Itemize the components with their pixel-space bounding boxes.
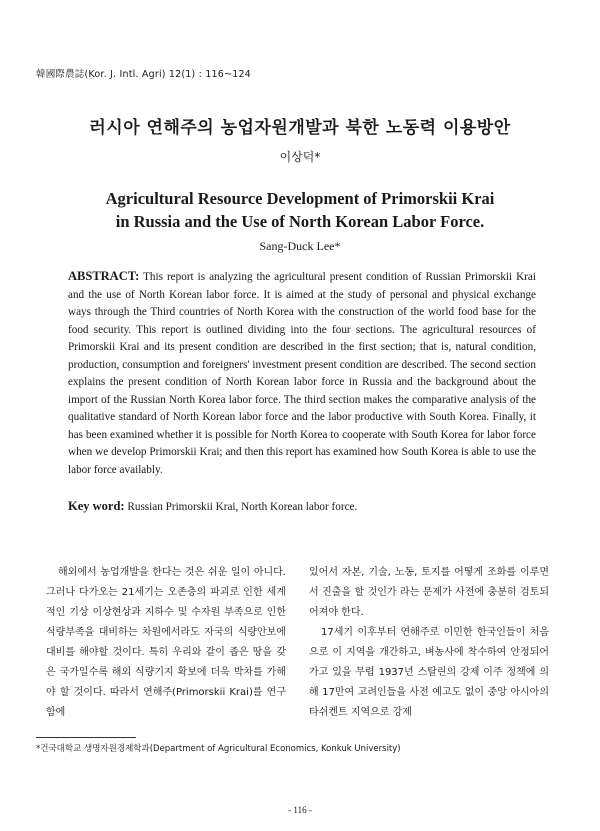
english-title-line-2: in Russia and the Use of North Korean Labor Force. (115, 212, 485, 231)
page-number: - 116 - (288, 805, 312, 815)
body-paragraph: 17세기 이후부터 연해주로 이민한 한국인들이 처음으로 이 지역을 개간하고, 벼농사에 착수하여 안정되어 가고 있을 무렵 1937년 스탈린의 강제 이주 정책에 의해 17만여 고려인들을 사전 예고도 없이 중앙 아시아의 타쉬켄트 지역으로 강제 (309, 627, 549, 718)
body-paragraph: 있어서 자본, 기술, 노동, 토지를 어떻게 조화를 이루면서 진출을 할 것인가 라는 문제가 사전에 충분히 검토되어져야 한다. (309, 567, 549, 618)
body-paragraph: 해외에서 농업개발을 한다는 것은 쉬운 일이 아니다. 그러나 다가오는 21세기는 오존층의 파괴로 인한 세계적인 기상 이상현상과 지하수 및 수자원 부족으로 인한 식량부족을 대비하는 차원에서라도 자국의 식량안보에 대비를 해야할 것이다. 특히 우리와 같이 좁은 땅을 갖은 국가일수록 해외 식량기지 확보에 더욱 박차를 가해야 할 것이다. 따라서 연해주(Primorskii Krai)를 연구함에 (46, 567, 286, 718)
english-author: Sang-Duck Lee* (259, 239, 341, 253)
korean-author: 이상덕* (279, 150, 321, 164)
body-column-right (309, 563, 549, 723)
keywords (68, 499, 536, 514)
korean-title: 러시아 연해주의 농업자원개발과 북한 노동력 이용방안 (89, 118, 511, 138)
english-title-line-1: Agricultural Resource Development of Primorskii Krai (105, 189, 495, 208)
abstract (68, 268, 536, 479)
footnote: *건국대학교 생명자원경제학과(Department of Agricultural Economics, Konkuk University) (36, 744, 401, 754)
abstract-label: ABSTRACT: (68, 269, 140, 283)
body-column-left (46, 563, 286, 723)
keywords-text: Russian Primorskii Krai, North Korean labor force. (127, 501, 358, 513)
footnote-divider (36, 737, 136, 738)
english-title (40, 187, 560, 233)
abstract-text: This report is analyzing the agricultural present condition of Russian Primorskii Krai and the use of North Korean labor force. It is aimed at the study of personal and physical exchange ways through the Third countries of North Korea with the construction of the world food base for the food security. This report is outlined dividing into the four sections. The agricultural resources of Primorskii Krai and its present condition are described in the first section; that is, natural condition, production, consumption and foreigners' investment present condition are described. The second section explains the present condition of North Korean labor force in Russia and the background about the import of the Russian North Korea labor force. The third section makes the comparative analysis of the qualitative standard of North Korean labor force and the labor productive with South Korea. Finally, it has been examined whether it is possible for North Korea to cooperate with South Korea for labor force when we develop Primorskii Krai; and then this report has examined how South Korea is able to use the labor force availably. (68, 271, 536, 476)
journal-citation: 韓國際農誌(Kor. J. Intl. Agri) 12(1) : 116~124 (36, 69, 251, 80)
keywords-label: Key word: (68, 499, 125, 513)
